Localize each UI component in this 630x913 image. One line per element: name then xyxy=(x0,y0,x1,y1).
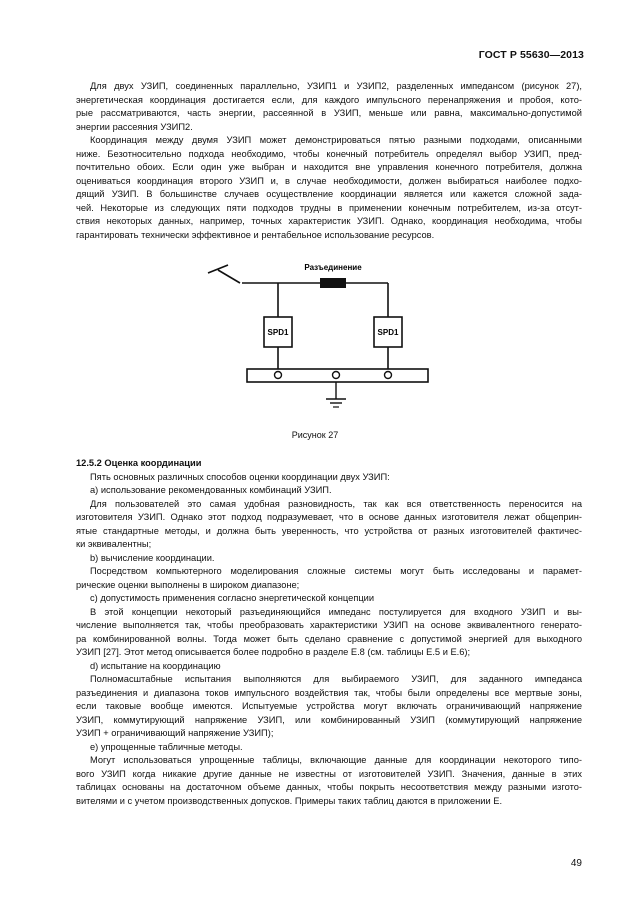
text-line: оцениваться координация второго УЗИП и, в случае необходимости, должен выбираться наиболее подхо- xyxy=(76,175,582,186)
decoupling-impedance xyxy=(320,278,346,288)
section-12-5-2 xyxy=(76,457,582,808)
text-line: с) допустимость применения согласно энергетической концепции xyxy=(90,593,375,603)
text-line: В этой концепции некоторый разъединяющийся импеданс постулируется для входного УЗИП и вы- xyxy=(90,606,582,617)
switch-contact xyxy=(208,265,228,273)
switch-blade xyxy=(218,270,240,283)
text-line: ствия некоторых данных, например, точных характеристик УЗИП. Однако, координация необходима, чтобы xyxy=(76,216,582,226)
text-line: Посредством компьютерного моделирования сложные системы могут быть исследованы и парамет- xyxy=(90,566,582,576)
text-line: энергии рассеяния УЗИП2. xyxy=(76,121,193,132)
text-line: УЗИП, коммутирующий напряжение УЗИП, или комбинированный УЗИП (коммутирующий напряжение xyxy=(76,714,582,725)
text-line: Полномасштабные испытания выполняются для выбираемого УЗИП, для заданного импеданса xyxy=(90,674,582,684)
text-line: гарантировать технически эффективное и рентабельное использование ресурсов. xyxy=(76,229,435,240)
text-line: ниже. Безотносительно подхода необходимо, чтобы конечный потребитель определял выбор УЗИП, пред- xyxy=(76,148,582,159)
section-heading: 12.5.2 Оценка координации xyxy=(76,458,202,468)
text-line: е) упрощенные табличные методы. xyxy=(90,741,243,752)
text-line: если таковые вообще имеются. Испытуемые устройства могут включать ограничивающий напряжение xyxy=(76,701,582,711)
spd2-label: SPD1 xyxy=(377,328,399,337)
terminal-ground xyxy=(333,372,340,379)
text-line: почтительно обоих. Если один уже выбран и находится вне управления конечного потребителя, должна xyxy=(76,162,582,172)
text-line: Для пользователей это самая удобная разновидность, так как вся ответственность переносится на xyxy=(90,498,582,509)
text-line: чей. Некоторые из следующих пяти подходов трудны в применении конечным потребителем, из-за отсут- xyxy=(76,202,582,213)
intro-text xyxy=(76,80,582,242)
spd1-label: SPD1 xyxy=(267,328,289,337)
text-line: УЗИП [27]. Этот метод описывается более подробно в разделе Е.8 (см. таблицы Е.5 и Е.6); xyxy=(76,647,471,657)
text-line: УЗИП + ограничивающий напряжение УЗИП); xyxy=(76,728,274,738)
text-line: Могут использоваться упрощенные таблицы, включающие данные для координации некоторого типо- xyxy=(90,755,582,765)
text-line: ра комбинированной волны. Тогда может быть сделано сравнение с допустимой энергией для выходного xyxy=(76,633,582,644)
text-line: рые рассматриваются, часть энергии, рассеянной в УЗИП, меньше или равна, максимально-допустимой xyxy=(76,108,582,118)
text-line: вого УЗИП когда никакие другие данные не известны от изготовителей УЗИП. Значения, данные в этих xyxy=(76,768,582,779)
terminal-2 xyxy=(385,372,392,379)
text-line: ятые стандартные методы, и должна быть уверенность, что устройства от разных изготовителей фактичес- xyxy=(76,525,582,536)
text-line: ки эквивалентны; xyxy=(76,539,152,549)
text-line: а) использование рекомендованных комбинаций УЗИП. xyxy=(90,485,332,495)
figure-27-circuit-diagram xyxy=(190,255,450,415)
text-line: b) вычисление координации. xyxy=(90,552,215,563)
text-line: энергетическая координация достигается если, для каждого импульсного перенапряжения и пробоя, кото- xyxy=(76,94,582,105)
text-line: рические оценки выполнены в широком диапазоне; xyxy=(76,579,300,590)
text-line: разъединения и диапазона токов импульсного воздействия так, чтобы были определены все мертвые зоны, xyxy=(76,687,582,698)
text-line: Для двух УЗИП, соединенных параллельно, УЗИП1 и УЗИП2, разделенных импедансом (рисунок 27), xyxy=(90,81,582,91)
text-line: числение выполняется так, чтобы преобразовать характеристики УЗИП на основе эквивалентного генерато- xyxy=(76,620,582,630)
text-line: дящий УЗИП. В большинстве случаев осуществление координации является или кажется сложной зада- xyxy=(76,189,582,199)
standard-header: ГОСТ Р 55630—2013 xyxy=(478,49,584,61)
text-line: Пять основных различных способов оценки координации двух УЗИП: xyxy=(90,471,390,482)
text-line: вителями и с учетом производственных допусков. Примеры таких таблиц даются в приложении Е. xyxy=(76,795,503,806)
decoupling-label: Разъединение xyxy=(304,263,362,272)
text-line: изготовителя УЗИП. Однако этот подход подразумевает, что в основе данных изготовителя лежат общеприн- xyxy=(76,512,582,522)
text-line: Координация между двумя УЗИП может демонстрироваться пятью разными подходами, описанными xyxy=(90,135,582,145)
page-number: 49 xyxy=(570,858,582,869)
text-line: таблицах основаны на достаточном объеме данных, чтобы покрыть несоответствия между разными изгото- xyxy=(76,782,582,792)
figure-caption: Рисунок 27 xyxy=(291,430,339,440)
text-line: d) испытание на координацию xyxy=(90,660,221,671)
terminal-1 xyxy=(275,372,282,379)
